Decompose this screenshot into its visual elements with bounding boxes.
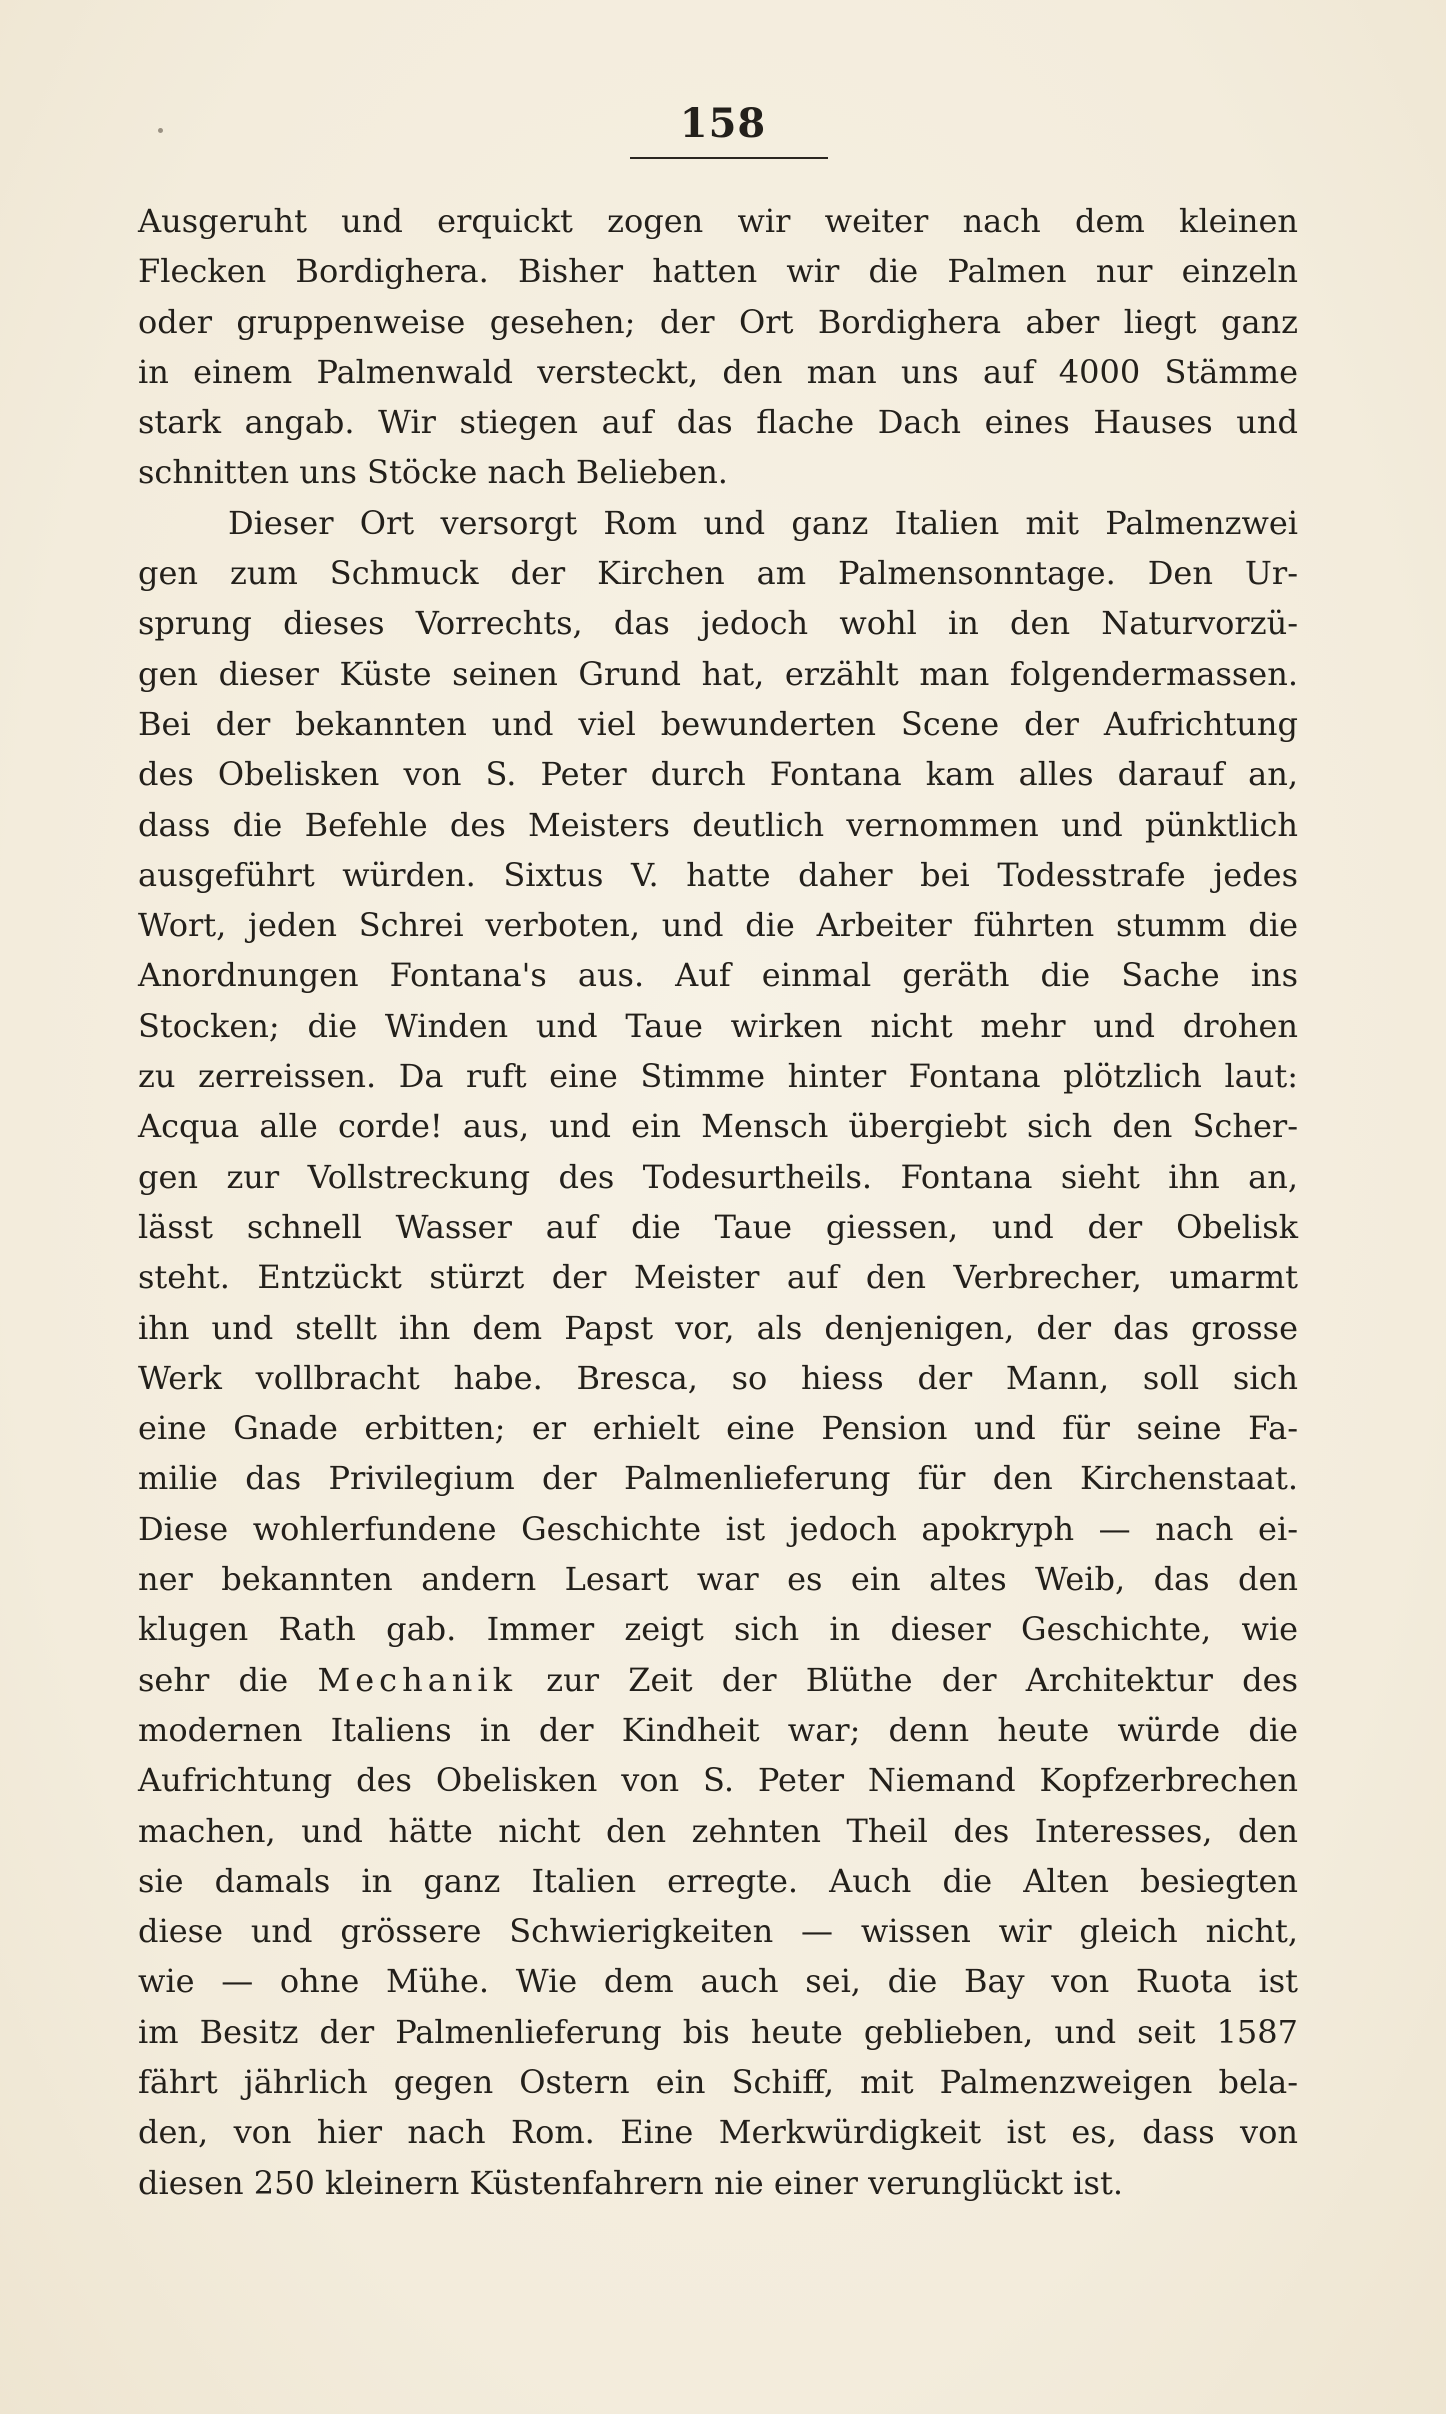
- text-line: steht. Entzückt stürzt der Meister auf den Verbrecher, umarmt: [138, 1258, 1298, 1297]
- text-line: milie das Privilegium der Palmenlieferung für den Kirchenstaat.: [138, 1459, 1298, 1498]
- text-line: Aufrichtung des Obelisken von S. Peter Niemand Kopfzerbrechen: [138, 1761, 1298, 1800]
- text-line: sie damals in ganz Italien erregte. Auch die Alten besiegten: [138, 1861, 1298, 1900]
- text-line: Bei der bekannten und viel bewunderten Scene der Aufrichtung: [138, 704, 1298, 743]
- text-line: klugen Rath gab. Immer zeigt sich in dieser Geschichte, wie: [138, 1610, 1298, 1649]
- text-line: Anordnungen Fontana's aus. Auf einmal geräth die Sache ins: [138, 956, 1298, 995]
- text-line: Dieser Ort versorgt Rom und ganz Italien mit Palmenzwei: [228, 503, 1298, 542]
- text-line: fährt jährlich gegen Ostern ein Schiff, mit Palmenzweigen bela-: [138, 2062, 1298, 2101]
- text-line: ausgeführt würden. Sixtus V. hatte daher bei Todesstrafe jedes: [138, 855, 1298, 894]
- text-line: Diese wohlerfundene Geschichte ist jedoch apokryph — nach ei-: [138, 1509, 1298, 1548]
- text-line: gen zur Vollstreckung des Todesurtheils. Fontana sieht ihn an,: [138, 1157, 1298, 1196]
- text-line: zu zerreissen. Da ruft eine Stimme hinter Fontana plötzlich laut:: [138, 1057, 1298, 1096]
- body-text: [138, 196, 1298, 2208]
- line-part: sehr die: [138, 1660, 318, 1699]
- text-line: Wort, jeden Schrei verboten, und die Arbeiter führten stumm die: [138, 906, 1298, 945]
- text-line: diesen 250 kleinern Küstenfahrern nie einer verunglückt ist.: [138, 2163, 1123, 2202]
- text-line: im Besitz der Palmenlieferung bis heute geblieben, und seit 1587: [138, 2012, 1298, 2051]
- text-line: Flecken Bordighera. Bisher hatten wir die Palmen nur einzeln: [138, 252, 1298, 291]
- text-line: ner bekannten andern Lesart war es ein altes Weib, das den: [138, 1560, 1298, 1599]
- text-line: modernen Italiens in der Kindheit war; denn heute würde die: [138, 1710, 1298, 1749]
- line-part: zur Zeit der Blüthe der Architektur des: [517, 1660, 1299, 1699]
- text-line: dass die Befehle des Meisters deutlich vernommen und pünktlich: [138, 805, 1298, 844]
- text-line: schnitten uns Stöcke nach Belieben.: [138, 453, 728, 492]
- text-line: Stocken; die Winden und Taue wirken nicht mehr und drohen: [138, 1006, 1298, 1045]
- text-line: den, von hier nach Rom. Eine Merkwürdigkeit ist es, dass von: [138, 2113, 1298, 2152]
- text-line: diese und grössere Schwierigkeiten — wissen wir gleich nicht,: [138, 1912, 1298, 1951]
- text-line: wie — ohne Mühe. Wie dem auch sei, die Bay von Ruota ist: [138, 1962, 1298, 2001]
- text-line: oder gruppenweise gesehen; der Ort Bordighera aber liegt ganz: [138, 302, 1298, 341]
- page-number: 158: [679, 100, 767, 147]
- text-line: stark angab. Wir stiegen auf das flache Dach eines Hauses und: [138, 403, 1298, 442]
- emphasized-word: Mechanik: [317, 1660, 517, 1699]
- text-line: Werk vollbracht habe. Bresca, so hiess der Mann, soll sich: [138, 1358, 1298, 1397]
- header-rule: [630, 157, 828, 159]
- text-line: gen dieser Küste seinen Grund hat, erzählt man folgendermassen.: [138, 654, 1298, 693]
- text-line: ihn und stellt ihn dem Papst vor, als denjenigen, der das grosse: [138, 1308, 1298, 1347]
- text-line-mechanik: [138, 1655, 1298, 1705]
- text-line: eine Gnade erbitten; er erhielt eine Pension und für seine Fa-: [138, 1409, 1298, 1448]
- text-line: sprung dieses Vorrechts, das jedoch wohl in den Naturvorzü-: [138, 604, 1298, 643]
- text-line: lässt schnell Wasser auf die Taue giessen, und der Obelisk: [138, 1207, 1298, 1246]
- text-line: gen zum Schmuck der Kirchen am Palmensonntage. Den Ur-: [138, 554, 1298, 593]
- text-line: Acqua alle corde! aus, und ein Mensch übergiebt sich den Scher-: [138, 1107, 1298, 1146]
- text-line: des Obelisken von S. Peter durch Fontana kam alles darauf an,: [138, 755, 1298, 794]
- text-line: machen, und hätte nicht den zehnten Theil des Interesses, den: [138, 1811, 1298, 1850]
- text-line: in einem Palmenwald versteckt, den man uns auf 4000 Stämme: [138, 352, 1298, 391]
- text-line: Ausgeruht und erquickt zogen wir weiter nach dem kleinen: [138, 202, 1298, 240]
